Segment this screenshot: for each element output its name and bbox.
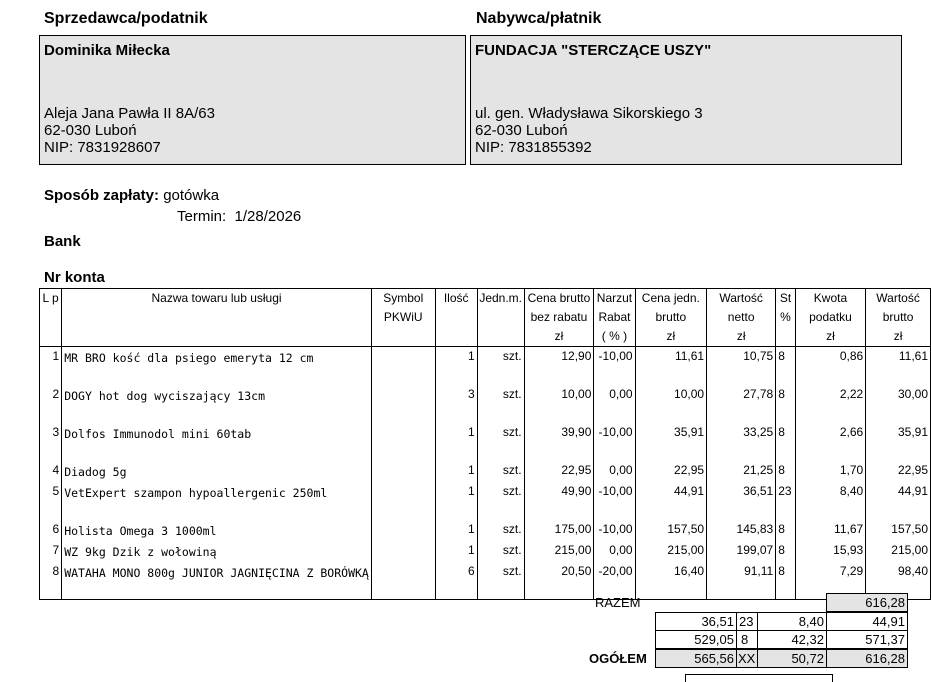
payment-method-row xyxy=(44,187,219,204)
header-discount: Narzut Rabat ( % ) xyxy=(594,289,635,347)
item-gross-value: 30,00 xyxy=(866,385,931,423)
item-lp: 7 xyxy=(40,541,62,562)
table-row xyxy=(40,482,931,520)
item-discount: -10,00 xyxy=(594,520,635,541)
item-net-value: 91,11 xyxy=(707,562,776,600)
item-vat-amount: 2,22 xyxy=(795,385,865,423)
buyer-nip: NIP: 7831855392 xyxy=(475,139,592,156)
razem-label: RAZEM xyxy=(595,595,641,610)
total-label: OGÓŁEM xyxy=(589,651,647,666)
item-price-gross: 175,00 xyxy=(524,520,594,541)
item-discount: -20,00 xyxy=(594,562,635,600)
bottom-box-edge xyxy=(685,674,833,682)
buyer-address-line2: 62-030 Luboń xyxy=(475,122,568,139)
item-vat-rate: 8 xyxy=(776,562,796,600)
header-lp: L p xyxy=(40,289,62,347)
summary-row-1-vat: 8,40 xyxy=(757,612,827,631)
item-qty: 1 xyxy=(435,482,477,520)
item-name: WATAHA MONO 800g JUNIOR JAGNIĘCINA Z BORÓWKĄ xyxy=(62,562,372,600)
header-symbol: Symbol PKWiU xyxy=(371,289,435,347)
item-lp: 6 xyxy=(40,520,62,541)
payment-term-value: 1/28/2026 xyxy=(234,208,302,225)
item-unit-price: 215,00 xyxy=(635,541,707,562)
item-qty: 6 xyxy=(435,562,477,600)
header-qty: Ilość xyxy=(435,289,477,347)
item-vat-rate: 23 xyxy=(776,482,796,520)
item-gross-value: 215,00 xyxy=(866,541,931,562)
item-vat-rate: 8 xyxy=(776,347,796,385)
item-discount: -10,00 xyxy=(594,423,635,461)
header-name: Nazwa towaru lub usługi xyxy=(62,289,372,347)
item-gross-value: 35,91 xyxy=(866,423,931,461)
buyer-section-label: Nabywca/płatnik xyxy=(476,10,602,27)
item-vat-amount: 7,29 xyxy=(795,562,865,600)
buyer-name: FUNDACJA "STERCZĄCE USZY" xyxy=(475,42,712,59)
item-vat-rate: 8 xyxy=(776,541,796,562)
item-gross-value: 157,50 xyxy=(866,520,931,541)
buyer-address xyxy=(475,105,703,156)
payment-method-value: gotówka xyxy=(163,187,220,204)
seller-address-line2: 62-030 Luboń xyxy=(44,122,137,139)
item-price-gross: 215,00 xyxy=(524,541,594,562)
table-row xyxy=(40,541,931,562)
item-symbol xyxy=(371,461,435,482)
item-lp: 5 xyxy=(40,482,62,520)
item-price-gross: 20,50 xyxy=(524,562,594,600)
table-row xyxy=(40,385,931,423)
item-vat-rate: 8 xyxy=(776,461,796,482)
item-qty: 1 xyxy=(435,520,477,541)
item-unit-price: 157,50 xyxy=(635,520,707,541)
item-price-gross: 49,90 xyxy=(524,482,594,520)
item-net-value: 36,51 xyxy=(707,482,776,520)
item-lp: 4 xyxy=(40,461,62,482)
item-vat-amount: 2,66 xyxy=(795,423,865,461)
item-name: VetExpert szampon hypoallergenic 250ml xyxy=(62,482,372,520)
item-unit: szt. xyxy=(477,423,524,461)
item-price-gross: 10,00 xyxy=(524,385,594,423)
item-symbol xyxy=(371,347,435,385)
header-vat-amount: Kwota podatku zł xyxy=(795,289,865,347)
items-table xyxy=(39,288,931,600)
item-gross-value: 22,95 xyxy=(866,461,931,482)
total-gross: 616,28 xyxy=(826,649,908,668)
item-qty: 1 xyxy=(435,461,477,482)
item-lp: 1 xyxy=(40,347,62,385)
item-discount: -10,00 xyxy=(594,482,635,520)
item-net-value: 21,25 xyxy=(707,461,776,482)
item-gross-value: 11,61 xyxy=(866,347,931,385)
item-net-value: 33,25 xyxy=(707,423,776,461)
item-symbol xyxy=(371,562,435,600)
bank-label: Bank xyxy=(44,233,81,250)
payment-method-label: Sposób zapłaty: xyxy=(44,187,160,204)
buyer-address-line1: ul. gen. Władysława Sikorskiego 3 xyxy=(475,105,703,122)
summary-row-2-net: 529,05 xyxy=(655,630,737,649)
item-unit: szt. xyxy=(477,385,524,423)
item-vat-rate: 8 xyxy=(776,423,796,461)
summary-row-1-rate: 23 xyxy=(736,612,758,631)
table-row xyxy=(40,461,931,482)
summary-row-2-rate: 8 xyxy=(736,630,758,649)
item-symbol xyxy=(371,541,435,562)
item-price-gross: 39,90 xyxy=(524,423,594,461)
item-qty: 3 xyxy=(435,385,477,423)
item-vat-amount: 8,40 xyxy=(795,482,865,520)
item-symbol xyxy=(371,520,435,541)
total-rate: XX xyxy=(736,649,758,668)
item-unit-price: 10,00 xyxy=(635,385,707,423)
item-discount: -10,00 xyxy=(594,347,635,385)
payment-term-row xyxy=(177,208,301,225)
item-net-value: 145,83 xyxy=(707,520,776,541)
item-name: Diadog 5g xyxy=(62,461,372,482)
header-price-gross: Cena brutto bez rabatu zł xyxy=(524,289,594,347)
account-number-label: Nr konta xyxy=(44,269,105,286)
summary-row-2-gross: 571,37 xyxy=(826,630,908,649)
header-vat-rate: St % xyxy=(776,289,796,347)
item-unit-price: 11,61 xyxy=(635,347,707,385)
table-row xyxy=(40,520,931,541)
item-net-value: 27,78 xyxy=(707,385,776,423)
item-discount: 0,00 xyxy=(594,385,635,423)
table-row xyxy=(40,562,931,600)
item-vat-amount: 11,67 xyxy=(795,520,865,541)
total-vat: 50,72 xyxy=(757,649,827,668)
item-unit: szt. xyxy=(477,541,524,562)
summary-row-1-net: 36,51 xyxy=(655,612,737,631)
item-net-value: 199,07 xyxy=(707,541,776,562)
item-unit: szt. xyxy=(477,520,524,541)
seller-address xyxy=(44,105,215,156)
item-discount: 0,00 xyxy=(594,461,635,482)
item-vat-rate: 8 xyxy=(776,520,796,541)
seller-nip: NIP: 7831928607 xyxy=(44,139,161,156)
item-unit: szt. xyxy=(477,461,524,482)
item-symbol xyxy=(371,423,435,461)
item-symbol xyxy=(371,385,435,423)
item-unit-price: 44,91 xyxy=(635,482,707,520)
table-row xyxy=(40,347,931,385)
item-name: DOGY hot dog wyciszający 13cm xyxy=(62,385,372,423)
item-lp: 8 xyxy=(40,562,62,600)
item-lp: 3 xyxy=(40,423,62,461)
table-row xyxy=(40,423,931,461)
item-vat-rate: 8 xyxy=(776,385,796,423)
seller-address-line1: Aleja Jana Pawła II 8A/63 xyxy=(44,105,215,122)
item-name: WZ 9kg Dzik z wołowiną xyxy=(62,541,372,562)
summary-row-1-gross: 44,91 xyxy=(826,612,908,631)
seller-section-label: Sprzedawca/podatnik xyxy=(44,10,208,27)
item-lp: 2 xyxy=(40,385,62,423)
item-unit-price: 35,91 xyxy=(635,423,707,461)
item-vat-amount: 0,86 xyxy=(795,347,865,385)
razem-gross: 616,28 xyxy=(826,593,908,612)
item-vat-amount: 1,70 xyxy=(795,461,865,482)
item-vat-amount: 15,93 xyxy=(795,541,865,562)
header-net-value: Wartość netto zł xyxy=(707,289,776,347)
item-symbol xyxy=(371,482,435,520)
item-name: Dolfos Immunodol mini 60tab xyxy=(62,423,372,461)
item-unit: szt. xyxy=(477,562,524,600)
item-qty: 1 xyxy=(435,423,477,461)
item-price-gross: 12,90 xyxy=(524,347,594,385)
header-gross-value: Wartość brutto zł xyxy=(866,289,931,347)
payment-term-label: Termin: xyxy=(177,208,227,225)
item-unit: szt. xyxy=(477,482,524,520)
item-gross-value: 98,40 xyxy=(866,562,931,600)
summary-row-2-vat: 42,32 xyxy=(757,630,827,649)
item-net-value: 10,75 xyxy=(707,347,776,385)
header-unit-price: Cena jedn. brutto zł xyxy=(635,289,707,347)
item-unit: szt. xyxy=(477,347,524,385)
header-unit: Jedn.m. xyxy=(477,289,524,347)
item-name: Holista Omega 3 1000ml xyxy=(62,520,372,541)
total-net: 565,56 xyxy=(655,649,737,668)
buyer-box xyxy=(470,35,902,165)
seller-name: Dominika Miłecka xyxy=(44,42,170,59)
item-gross-value: 44,91 xyxy=(866,482,931,520)
item-unit-price: 16,40 xyxy=(635,562,707,600)
item-unit-price: 22,95 xyxy=(635,461,707,482)
seller-box xyxy=(39,35,466,165)
items-table-header xyxy=(40,289,931,347)
item-name: MR BRO kość dla psiego emeryta 12 cm xyxy=(62,347,372,385)
item-qty: 1 xyxy=(435,347,477,385)
item-discount: 0,00 xyxy=(594,541,635,562)
item-price-gross: 22,95 xyxy=(524,461,594,482)
item-qty: 1 xyxy=(435,541,477,562)
